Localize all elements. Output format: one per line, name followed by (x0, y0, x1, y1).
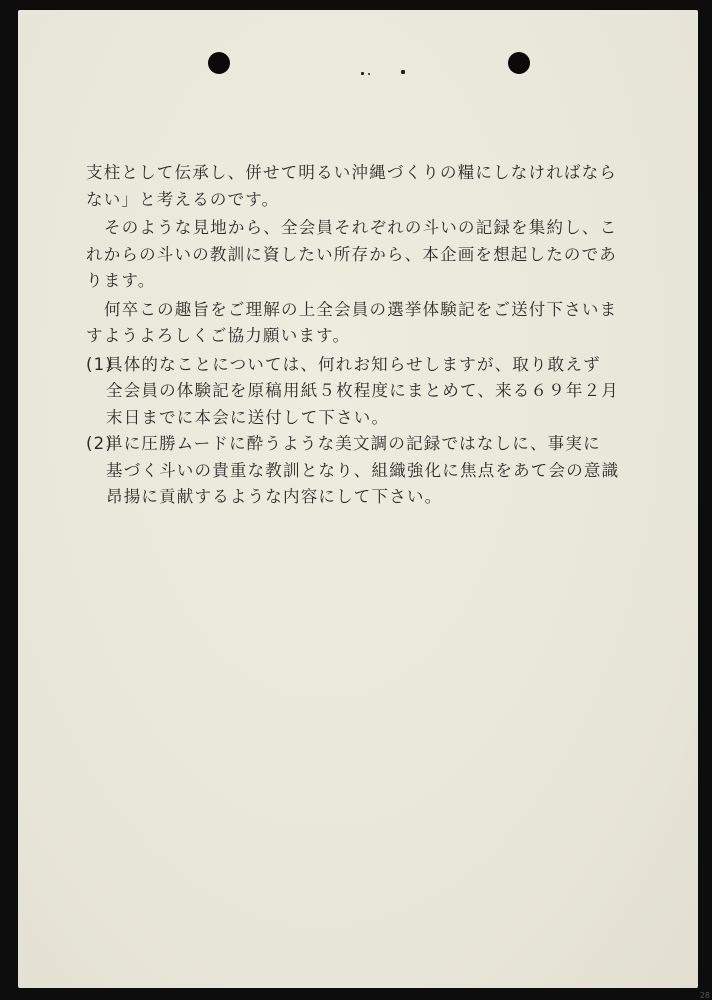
text-line: 末日までに本会に送付して下さい。 (106, 407, 390, 427)
text-line: 単に圧勝ムードに酔うような美文調の記録ではなしに、事実に (106, 434, 601, 453)
paragraph-2 (86, 215, 626, 295)
text-line: 何卒この趣旨をご理解の上全会員の選挙体験記をご送付下さいま (104, 299, 618, 319)
ink-speck (361, 72, 364, 75)
text-line: そのような見地から、全会員それぞれの斗いの記録を集約し、こ (104, 218, 618, 237)
text-line: ります。 (86, 271, 156, 290)
paragraph-3 (86, 297, 626, 350)
text-line: れからの斗いの教訓に資したい所存から、本企画を想起したのであ (86, 244, 617, 264)
ink-speck (401, 70, 405, 74)
list-item-1 (86, 352, 626, 432)
text-line: 昂揚に貢献するような内容にして下さい。 (106, 487, 443, 506)
text-line: 支柱として伝承し、併せて明るい沖縄づくりの糧にしなければなら (86, 163, 617, 182)
punch-hole-left (208, 52, 230, 74)
text-line: すようよろしくご協力願います。 (86, 326, 351, 345)
ink-speck (368, 73, 370, 75)
punch-hole-right (508, 52, 530, 74)
list-item-2 (86, 431, 626, 511)
paper-sheet (18, 10, 698, 988)
document-body (86, 160, 626, 511)
page-number: 28 (699, 991, 710, 1000)
list-item-number: (2) (86, 434, 113, 453)
paragraph-1 (86, 160, 626, 213)
text-line: 全会員の体験記を原稿用紙５枚程度にまとめて、来る６９年２月 (106, 381, 619, 400)
text-line: ない」と考えるのです。 (86, 189, 280, 209)
text-line: 具体的なことについては、何れお知らせしますが、取り敢えず (106, 354, 601, 374)
text-line: 基づく斗いの貴重な教訓となり、組織強化に焦点をあて会の意識 (106, 460, 620, 480)
list-item-number: (1) (86, 354, 113, 374)
